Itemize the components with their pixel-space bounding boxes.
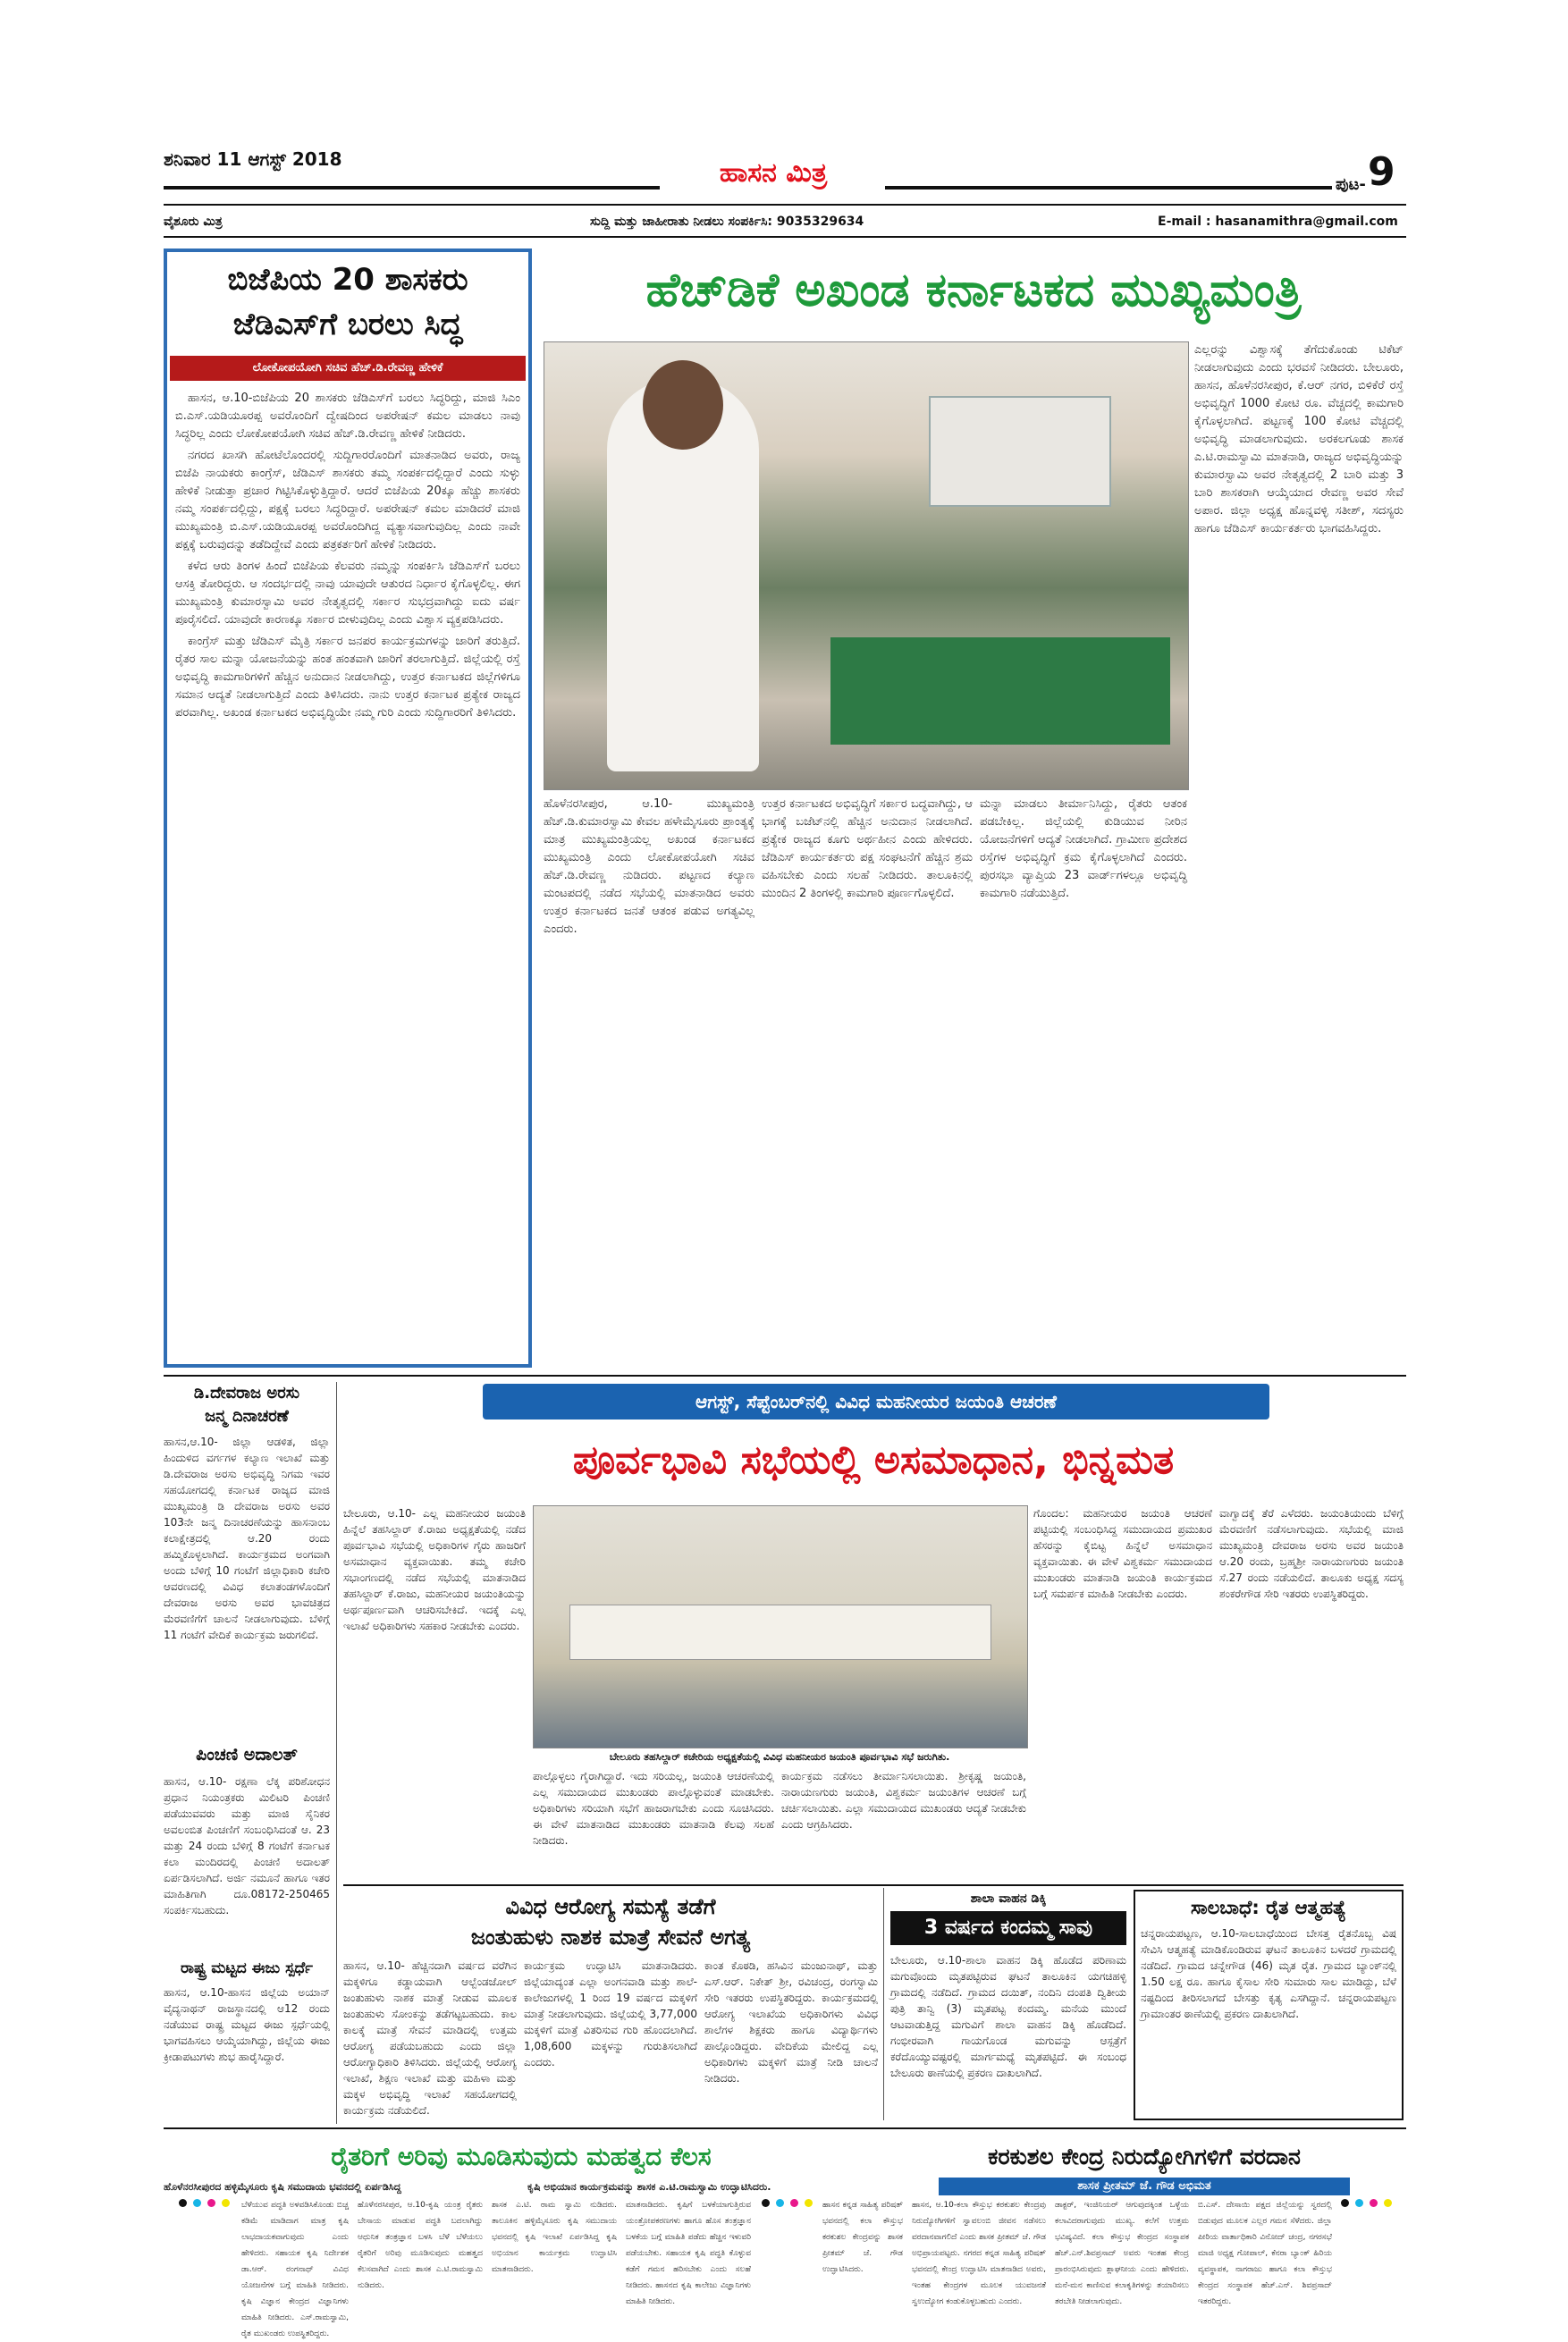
- accident-kicker: ಶಾಲಾ ವಾಹನ ಡಿಕ್ಕಿ: [970, 1891, 1047, 1906]
- pension-headline: ಪಿಂಚಣಿ ಅದಾಲತ್: [196, 1745, 298, 1765]
- registration-dot-black-left: [179, 2199, 187, 2207]
- bjp-paragraph-2: ನಗರದ ಖಾಸಗಿ ಹೋಟೆಲೊಂದರಲ್ಲಿ ಸುದ್ದಿಗಾರರೊಂದಿಗೆ ಮಾತನಾಡಿದ ಅವರು, ರಾಜ್ಯ ಬಿಜೆಪಿ ನಾಯಕರು ಕಾಂಗ್ರೆಸ್, ಜೆಡಿಎಸ್ ಶಾಸಕರು ತಮ್ಮ ಸಂಪರ್ಕದಲ್ಲಿದ್ದಾರೆ ಎಂದು ಸುಳ್ಳು ಹೇಳಿಕೆ ನೀಡುತ್ತಾ ಪ್ರಚಾರ ಗಿಟ್ಟಿಸಿಕೊಳ್ಳುತ್ತಿದ್ದಾರೆ. ಆದರೆ ಬಿಜೆಪಿಯ 20ಕ್ಕೂ ಹೆಚ್ಚು ಶಾಸಕರು ನಮ್ಮ ಸಂಪರ್ಕದಲ್ಲಿದ್ದು, ಪಕ್ಷಕ್ಕೆ ಬರಲು ಸಿದ್ಧರಿದ್ದಾರೆ. ಅಪರೇಷನ್ ಕಮಲ ಮಾಡಿದರೆ ಮಾಜಿ ಮುಖ್ಯಮಂತ್ರಿ ಬಿ.ಎಸ್.ಯಡಿಯೂರಪ್ಪ ಅವರೊಂದಿಗಿದ್ದ ವ್ಯತ್ಯಾಸವಾಗುವುದಿಲ್ಲ ಎಂದು ನಾವೇ ಪಕ್ಷಕ್ಕೆ ಬರುವುದನ್ನು ತಡೆದಿದ್ದೇವೆ ಎಂದು ಪತ್ರಕರ್ತರಿಗೆ ಹೇಳಿಕೆ ನೀಡಿದರು.: [175, 449, 520, 552]
- jayanti-banner: ಆಗಸ್ಟ್, ಸೆಪ್ಟೆಂಬರ್‌ನಲ್ಲಿ ವಿವಿಧ ಮಹನೀಯರ ಜಯಂತಿ ಆಚರಣೆ: [483, 1384, 1269, 1420]
- registration-dot-black-center: [762, 2199, 770, 2207]
- skill-column-a: ಹಾಸನ, ಆ.10-ಕಲಾ ಕೌಸ್ತುಭ ಕರಕುಶಲ ಕೇಂದ್ರವು ನಿರುದ್ಯೋಗಿಗಳಿಗೆ ಸ್ವಾವಲಂಬಿ ಜೀವನ ನಡೆಸಲು ವರದಾನವಾಗಲಿದೆ ಎಂದು ಶಾಸಕ ಪ್ರೀತಮ್ ಜೆ. ಗೌಡ ಅಭಿಪ್ರಾಯಪಟ್ಟರು. ನಗರದ ಕನ್ನಡ ಸಾಹಿತ್ಯ ಪರಿಷತ್ ಭವನದಲ್ಲಿ ಕೇಂದ್ರ ಉದ್ಘಾಟಿಸಿ ಮಾತನಾಡಿದ ಅವರು, ಇಂತಹ ಕೇಂದ್ರಗಳ ಮೂಲಕ ಯುವಜನತೆ ಸ್ವಉದ್ಯೋಗ ಕಂಡುಕೊಳ್ಳಬಹುದು ಎಂದರು.: [912, 2201, 1046, 2306]
- skill-column-c: ಬಿ.ಎಸ್. ದೇಸಾಯಿ ಪಕ್ಷದ ಜಿಲ್ಲೆಯನ್ನು ಸ್ವರದಲ್ಲಿ ಬಿಡುವುದ ಮೂಲಕ ಎಲ್ಲರ ಗಮನ ಸೆಳೆದರು. ಜಿಲ್ಲಾ ಪೀಠಿಯ ವಾರ್ತಾಧಿಕಾರಿ ವಿನೋದ್ ಚಂದ್ರ, ನಗರಸಭೆ ಮಾಜಿ ಅಧ್ಯಕ್ಷ ಗೋಪಾಲ್, ಕೆನರಾ ಬ್ಯಾಂಕ್ ಹಿರಿಯ ವ್ಯವಸ್ಥಾಪಕ, ನಾಗರಾಜು ಹಾಗೂ ಕಲಾ ಕೌಸ್ತುಭ ಕೇಂದ್ರದ ಸಂಸ್ಥಾಪಕ ಹೆಚ್.ಎನ್. ಶಿವಪ್ರಸಾದ್ ಇತರರಿದ್ದರು.: [1198, 2201, 1332, 2306]
- health-headline-line1: ವಿವಿಧ ಆರೋಗ್ಯ ಸಮಸ್ಯೆ ತಡೆಗೆ: [505, 1894, 716, 1919]
- accident-headline: 3 ವರ್ಷದ ಕಂದಮ್ಮ ಸಾವು: [890, 1911, 1126, 1945]
- devaraj-headline-line2: ಜನ್ಮ ದಿನಾಚರಣೆ: [205, 1407, 289, 1426]
- issue-date: ಶನಿವಾರ 11 ಆಗಸ್ಟ್ 2018: [164, 148, 342, 170]
- farmers-column-a: ಬೆಳೆಯುವ ಪದ್ಧತಿ ಅಳವಡಿಸಿಕೊಂಡು ಬಿಚ್ಚ ಕಡಿಮೆ ಮಾಡಿದಾಗ ಮಾತ್ರ ಕೃಷಿ ಲಾಭದಾಯಕವಾಗುವುದು ಎಂದು ಹೇಳಿದರು. ಸಹಾಯಕ ಕೃಷಿ ನಿರ್ದೇಶಕ ಡಾ.ಆರ್. ರಂಗನಾಥ್ ವಿವಿಧ ಯೋಜನೆಗಳ ಬಗ್ಗೆ ಮಾಹಿತಿ ನೀಡಿದರು. ಕೃಷಿ ವಿಜ್ಞಾನ ಕೇಂದ್ರದ ವಿಜ್ಞಾನಿಗಳು ಮಾಹಿತಿ ನೀಡಿದರು. ಎಸ್.ರಾಮಸ್ವಾಮಿ, ರೈತ ಮುಖಂಡರು ಉಪಸ್ಥಿತರಿದ್ದರು.: [241, 2201, 349, 2338]
- jayanti-headline: ಪೂರ್ವಭಾವಿ ಸಭೆಯಲ್ಲಿ ಅಸಮಾಧಾನ, ಭಿನ್ನಮತ: [572, 1437, 1175, 1483]
- registration-dot-cyan-right: [1355, 2199, 1363, 2207]
- email-address: E-mail : hasanamithra@gmail.com: [1158, 215, 1398, 229]
- registration-dot-magenta-left: [207, 2199, 215, 2207]
- farmers-caption-1: ಹೊಳೆನರಸೀಪುರದ ಹಳ್ಳಿಮೈಸೂರು ಕೃಷಿ ಸಮುದಾಯ ಭವನದಲ್ಲಿ ಏರ್ಪಡಿಸಿದ್ದ: [164, 2181, 401, 2193]
- suicide-body: ಚನ್ನರಾಯಪಟ್ಟಣ, ಆ.10-ಸಾಲಬಾಧೆಯಿಂದ ಬೇಸತ್ತ ರೈತನೊಬ್ಬ ವಿಷ ಸೇವಿಸಿ ಆತ್ಮಹತ್ಯೆ ಮಾಡಿಕೊಂಡಿರುವ ಘಟನೆ ತಾಲೂಕಿನ ಬಳದರೆ ಗ್ರಾಮದಲ್ಲಿ ನಡೆದಿದೆ. ಗ್ರಾಮದ ಚನ್ನೇಗೌಡ (46) ಮೃತ ರೈತ. ಗ್ರಾಮದ ಬ್ಯಾಂಕ್‌ನಲ್ಲಿ 1.50 ಲಕ್ಷ ರೂ. ಹಾಗೂ ಕೈಸಾಲ ಸೇರಿ ಸುಮಾರು ಸಾಲ ಮಾಡಿದ್ದು, ಬೆಳೆ ನಷ್ಟದಿಂದ ತೀರಿಸಲಾಗದೆ ಬೇಸತ್ತು ಕೃತ್ಯ ಎಸಗಿದ್ದಾನೆ. ಚನ್ನರಾಯಪಟ್ಟಣ ಗ್ರಾಮಾಂತರ ಠಾಣೆಯಲ್ಲಿ ಪ್ರಕರಣ ದಾಖಲಾಗಿದೆ.: [1141, 1927, 1396, 2020]
- bjp-paragraph-3: ಕಳೆದ ಆರು ತಿಂಗಳ ಹಿಂದೆ ಬಿಜೆಪಿಯ ಕೆಲವರು ನಮ್ಮನ್ನು ಸಂಪರ್ಕಿಸಿ ಜೆಡಿಎಸ್‌ಗೆ ಬರಲು ಆಸಕ್ತಿ ತೋರಿದ್ದರು. ಆ ಸಂದರ್ಭದಲ್ಲಿ ನಾವು ಯಾವುದೇ ಆತುರದ ನಿರ್ಧಾರ ಕೈಗೊಳ್ಳಲಿಲ್ಲ. ಈಗ ಮುಖ್ಯಮಂತ್ರಿ ಕುಮಾರಸ್ವಾಮಿ ಅವರ ನೇತೃತ್ವದಲ್ಲಿ ಸರ್ಕಾರ ಸುಭದ್ರವಾಗಿದ್ದು ಐದು ವರ್ಷ ಪೂರೈಸಲಿದೆ. ಯಾವುದೇ ಕಾರಣಕ್ಕೂ ಸರ್ಕಾರ ಬೀಳುವುದಿಲ್ಲ ಎಂದು ವಿಶ್ವಾಸ ವ್ಯಕ್ತಪಡಿಸಿದರು.: [175, 560, 520, 627]
- health-column-b: ಕಾರ್ಯಕ್ರಮ ಉದ್ಘಾಟಿಸಿ ಮಾತನಾಡಿದರು. ಜಿಲ್ಲೆಯಾದ್ಯಂತ ಎಲ್ಲಾ ಅಂಗನವಾಡಿ ಮತ್ತು ಶಾಲೆ-ಕಾಲೇಜುಗಳಲ್ಲಿ 1 ರಿಂದ 19 ವರ್ಷದ ಮಕ್ಕಳಿಗೆ ಮಾತ್ರೆ ನೀಡಲಾಗುವುದು. ಜಿಲ್ಲೆಯಲ್ಲಿ 3,77,000 ಮಕ್ಕಳಿಗೆ ಮಾತ್ರೆ ವಿತರಿಸುವ ಗುರಿ ಹೊಂದಲಾಗಿದೆ. 1,08,600 ಮಕ್ಕಳನ್ನು ಗುರುತಿಸಲಾಗಿದೆ ಎಂದರು.: [524, 1959, 697, 2068]
- health-right-divider: [883, 1888, 884, 2120]
- swimming-headline: ರಾಷ್ಟ್ರ ಮಟ್ಟದ ಈಜು ಸ್ಪರ್ಧೆ: [181, 1959, 313, 1977]
- jayanti-column-b: ಪಾಲ್ಗೊಳ್ಳಲು ಗೈರಾಗಿದ್ದಾರೆ. ಇದು ಸರಿಯಲ್ಲ, ಜಯಂತಿ ಆಚರಣೆಯಲ್ಲಿ ಎಲ್ಲ ಸಮುದಾಯದ ಮುಖಂಡರು ಪಾಲ್ಗೊಳ್ಳುವಂತೆ ಮಾಡಬೇಕು. ಅಧಿಕಾರಿಗಳು ಸರಿಯಾಗಿ ಸಭೆಗೆ ಹಾಜರಾಗಬೇಕು ಎಂದು ಸೂಚಿಸಿದರು. ಈ ವೇಳೆ ಮಾತನಾಡಿದ ಮುಖಂಡರು ಮಾತನಾಡಿ ಕೆಲವು ಸಲಹೆ ನೀಡಿದರು.: [533, 1770, 774, 1847]
- page-number: 9: [1368, 149, 1395, 195]
- farmers-headline: ರೈತರಿಗೆ ಅರಿವು ಮೂಡಿಸುವುದು ಮಹತ್ವದ ಕೆಲಸ: [331, 2142, 712, 2171]
- registration-dot-magenta-right: [1370, 2199, 1378, 2207]
- accident-body: ಬೇಲೂರು, ಆ.10-ಶಾಲಾ ವಾಹನ ಡಿಕ್ಕಿ ಹೊಡೆದ ಪರಿಣಾಮ ಮಗುವೊಂದು ಮೃತಪಟ್ಟಿರುವ ಘಟನೆ ತಾಲೂಕಿನ ಯಗಚಿಹಳ್ಳಿ ಗ್ರಾಮದಲ್ಲಿ ನಡೆದಿದೆ. ಗ್ರಾಮದ ದಯಿತ್, ನಂದಿನಿ ದಂಪತಿ ದ್ವಿತೀಯ ಪುತ್ರಿ ತಾನ್ವಿ (3) ಮೃತಪಟ್ಟ ಕಂದಮ್ಮ. ಮನೆಯ ಮುಂದೆ ಆಟವಾಡುತ್ತಿದ್ದ ಮಗುವಿಗೆ ಶಾಲಾ ವಾಹನ ಡಿಕ್ಕಿ ಹೊಡೆದಿದೆ. ಗಂಭೀರವಾಗಿ ಗಾಯಗೊಂಡ ಮಗುವನ್ನು ಆಸ್ಪತ್ರೆಗೆ ಕರೆದೊಯ್ಯುವಷ್ಟರಲ್ಲಿ ಮಾರ್ಗಮಧ್ಯೆ ಮೃತಪಟ್ಟಿದೆ. ಈ ಸಂಬಂಧ ಬೇಲೂರು ಠಾಣೆಯಲ್ಲಿ ಪ್ರಕರಣ ದಾಖಲಾಗಿದೆ.: [890, 1954, 1126, 2079]
- bjp-kicker: ಲೋಕೋಪಯೋಗಿ ಸಚಿವ ಹೆಚ್.ಡಿ.ರೇವಣ್ಣ ಹೇಳಿಕೆ: [170, 356, 526, 381]
- left-column-divider: [336, 1382, 337, 2124]
- jayanti-meeting-photo: [533, 1505, 1028, 1748]
- section-divider-2: [343, 1884, 1404, 1886]
- hdk-headline: ಹೆಚ್‌ಡಿಕೆ ಅಖಂಡ ಕರ್ನಾಟಕದ ಮುಖ್ಯಮಂತ್ರಿ: [645, 264, 1302, 317]
- registration-dot-yellow-center: [805, 2199, 813, 2207]
- skill-kicker: ಶಾಸಕ ಪ್ರೀತಮ್ ಜೆ. ಗೌಡ ಅಭಿಮತ: [939, 2178, 1350, 2195]
- registration-dot-cyan-center: [776, 2199, 784, 2207]
- registration-dot-magenta-center: [790, 2199, 798, 2207]
- section-divider-1: [164, 1375, 1406, 1377]
- hdk-column-b: ಉತ್ತರ ಕರ್ನಾಟಕದ ಅಭಿವೃದ್ಧಿಗೆ ಸರ್ಕಾರ ಬದ್ಧವಾಗಿದ್ದು, ಆ ಭಾಗಕ್ಕೆ ಬಜೆಟ್‌ನಲ್ಲಿ ಹೆಚ್ಚಿನ ಅನುದಾನ ನೀಡಲಾಗಿದೆ. ಪ್ರತ್ಯೇಕ ರಾಜ್ಯದ ಕೂಗು ಅರ್ಥಹೀನ ಎಂದು ಹೇಳಿದರು. ಜೆಡಿಎಸ್ ಕಾರ್ಯಕರ್ತರು ಪಕ್ಷ ಸಂಘಟನೆಗೆ ಹೆಚ್ಚಿನ ಶ್ರಮ ವಹಿಸಬೇಕು ಎಂದು ಸಲಹೆ ನೀಡಿದರು. ತಾಲೂಕಿನಲ್ಲಿ ಮುಂದಿನ 2 ತಿಂಗಳಲ್ಲಿ ಕಾಮಗಾರಿ ಪೂರ್ಣಗೊಳ್ಳಲಿದೆ.: [762, 797, 973, 900]
- meeting-table: [569, 1605, 991, 1660]
- section-divider-3: [164, 2127, 1406, 2129]
- farmers-column-b: ಹೊಳೆನರಸೀಪುರ, ಆ.10-ಕೃಷಿ ಯಂತ್ರ ರೈತರು ಬೇಸಾಯ ಮಾಡುವ ಪದ್ಧತಿ ಬದಲಾಗಿದ್ದು ಆಧುನಿಕ ತಂತ್ರಜ್ಞಾನ ಬಳಸಿ ಬೆಳೆ ಬೆಳೆಯಲು ರೈತರಿಗೆ ಅರಿವು ಮೂಡಿಸುವುದು ಮಹತ್ವದ ಕೆಲಸವಾಗಿದೆ ಎಂದು ಶಾಸಕ ಎ.ಟಿ.ರಾಮಸ್ವಾಮಿ ನುಡಿದರು.: [358, 2201, 483, 2290]
- farmers-column-d: ಮಾತನಾಡಿದರು. ಕೃಷಿಗೆ ಬಳಕೆಯಾಗುತ್ತಿರುವ ಯಂತ್ರೋಪಕರಣಗಳು ಹಾಗೂ ಹೊಸ ತಂತ್ರಜ್ಞಾನ ಬಳಕೆಯ ಬಗ್ಗೆ ಮಾಹಿತಿ ಪಡೆದು ಹೆಚ್ಚಿನ ಇಳುವರಿ ಪಡೆಯಬೇಕು. ಸಹಾಯಕ ಕೃಷಿ ಪದ್ಧತಿ ಕೊಳ್ಳುವ ಕಡೆಗೆ ಗಮನ ಹರಿಸಬೇಕು ಎಂದು ಸಲಹೆ ನೀಡಿದರು. ಹಾಸನದ ಕೃಷಿ ಕಾಲೇಜು ವಿಜ್ಞಾನಿಗಳು ಮಾಹಿತಿ ನೀಡಿದರು.: [626, 2201, 751, 2306]
- hdk-rally-photo: [544, 341, 1189, 790]
- bjp-headline-line2: ಜೆಡಿಎಸ್‌ಗೆ ಬರಲು ಸಿದ್ಧ: [232, 307, 463, 342]
- masthead-rule-left: [164, 186, 660, 190]
- bjp-body: [175, 390, 520, 1359]
- stage-table: [830, 637, 1170, 745]
- page-label: ಪುಟ-: [1336, 175, 1366, 194]
- speaker-head: [643, 360, 723, 450]
- bjp-headline-line1: ಬಿಜೆಪಿಯ 20 ಶಾಸಕರು: [227, 262, 468, 298]
- health-headline-line2: ಜಂತುಹುಳು ನಾಶಕ ಮಾತ್ರೆ ಸೇವನೆ ಅಗತ್ಯ: [470, 1925, 751, 1950]
- skill-caption: ಹಾಸನ ಕನ್ನಡ ಸಾಹಿತ್ಯ ಪರಿಷತ್ ಭವನದಲ್ಲಿ ಕಲಾ ಕೌಸ್ತುಭ ಕರಕುಶಲ ಕೇಂದ್ರವನ್ನು ಶಾಸಕ ಪ್ರೀತಮ್ ಜೆ. ಗೌಡ ಉದ್ಘಾಟಿಸಿದರು.: [822, 2201, 903, 2274]
- pension-body: ಹಾಸನ, ಆ.10- ರಕ್ಷಣಾ ಲೆಕ್ಕ ಪರಿಶೋಧನ ಪ್ರಧಾನ ನಿಯಂತ್ರಕರು ಮಿಲಿಟರಿ ಪಿಂಚಣಿ ಪಡೆಯುವವರು ಮತ್ತು ಮಾಜಿ ಸೈನಿಕರ ಅವಲಂಬಿತ ಪಿಂಚಣಿಗೆ ಸಂಬಂಧಿಸಿದಂತೆ ಆ. 23 ಮತ್ತು 24 ರಂದು ಬೆಳಿಗ್ಗೆ 8 ಗಂಟೆಗೆ ಕರ್ನಾಟಕ ಕಲಾ ಮಂದಿರದಲ್ಲಿ ಪಿಂಚಣಿ ಅದಾಲತ್ ಏರ್ಪಡಿಸಲಾಗಿದೆ. ಅರ್ಜಿ ನಮೂನೆ ಹಾಗೂ ಇತರ ಮಾಹಿತಿಗಾಗಿ ದೂ.08172-250465 ಸಂಪರ್ಕಿಸಬಹುದು.: [164, 1775, 330, 1917]
- bjp-paragraph-1: ಹಾಸನ, ಆ.10-ಬಿಜೆಪಿಯ 20 ಶಾಸಕರು ಜೆಡಿಎಸ್‌ಗೆ ಬರಲು ಸಿದ್ಧರಿದ್ದು, ಮಾಜಿ ಸಿಎಂ ಬಿ.ಎಸ್.ಯಡಿಯೂರಪ್ಪ ಅವರೊಂದಿಗೆ ದ್ವೇಷದಿಂದ ಅಪರೇಷನ್ ಕಮಲ ಮಾಡಲು ನಾವು ಸಿದ್ಧರಿಲ್ಲ ಎಂದು ಲೋಕೋಪಯೋಗಿ ಸಚಿವ ಹೆಚ್.ಡಿ.ರೇವಣ್ಣ ಹೇಳಿಕೆ ನೀಡಿದರು.: [175, 392, 520, 441]
- masthead-rule-right: [885, 186, 1332, 190]
- hdk-column-c: ಮನ್ನಾ ಮಾಡಲು ತೀರ್ಮಾನಿಸಿದ್ದು, ರೈತರು ಆತಂಕ ಪಡಬೇಕಿಲ್ಲ. ಜಿಲ್ಲೆಯಲ್ಲಿ ಕುಡಿಯುವ ನೀರಿನ ಯೋಜನೆಗಳಿಗೆ ಆದ್ಯತೆ ನೀಡಲಾಗಿದೆ. ಗ್ರಾಮೀಣ ಪ್ರದೇಶದ ರಸ್ತೆಗಳ ಅಭಿವೃದ್ಧಿಗೆ ಕ್ರಮ ಕೈಗೊಳ್ಳಲಾಗಿದೆ ಎಂದರು. ಪುರಸಭಾ ವ್ಯಾಪ್ತಿಯ 23 ವಾರ್ಡ್‌ಗಳಲ್ಲೂ ಅಭಿವೃದ್ಧಿ ಕಾಮಗಾರಿ ನಡೆಯುತ್ತಿದೆ.: [980, 797, 1187, 900]
- masthead-thin-rule: [164, 204, 1406, 206]
- newspaper-title: ಹಾಸನ ಮಿತ್ರ: [719, 157, 828, 189]
- health-column-a: ಹಾಸನ, ಆ.10- ಹೆಚ್ಚಿನದಾಗಿ ವರ್ಷದ ವರೆಗಿನ ಮಕ್ಕಳಿಗೂ ಕಡ್ಡಾಯವಾಗಿ ಆಲ್ಬೆಂಡಜೋಲ್ ಜಂತುಹುಳು ನಾಶಕ ಮಾತ್ರೆ ನೀಡುವ ಮೂಲಕ ಜಂತುಹುಳು ಸೋಂಕನ್ನು ತಡೆಗಟ್ಟಬಹುದು. ಕಾಲ ಕಾಲಕ್ಕೆ ಮಾತ್ರೆ ಸೇವನೆ ಮಾಡಿದಲ್ಲಿ ಉತ್ತಮ ಆರೋಗ್ಯ ಪಡೆಯಬಹುದು ಎಂದು ಜಿಲ್ಲಾ ಆರೋಗ್ಯಾಧಿಕಾರಿ ತಿಳಿಸಿದರು. ಜಿಲ್ಲೆಯಲ್ಲಿ ಆರೋಗ್ಯ ಇಲಾಖೆ, ಶಿಕ್ಷಣ ಇಲಾಖೆ ಮತ್ತು ಮಹಿಳಾ ಮತ್ತು ಮಕ್ಕಳ ಅಭಿವೃದ್ಧಿ ಇಲಾಖೆ ಸಹಯೋಗದಲ್ಲಿ ಕಾರ್ಯಕ್ರಮ ನಡೆಯಲಿದೆ.: [343, 1959, 517, 2117]
- section-label: ವೈಶೂರು ಮಿತ್ರ: [164, 215, 223, 229]
- farmers-caption-2: ಕೃಷಿ ಅಭಿಯಾನ ಕಾರ್ಯಕ್ರಮವನ್ನು ಶಾಸಕ ಎ.ಟಿ.ರಾಮಸ್ವಾಮಿ ಉದ್ಘಾಟಿಸಿದರು.: [527, 2181, 771, 2193]
- swimming-body: ಹಾಸನ, ಆ.10-ಹಾಸನ ಜಿಲ್ಲೆಯ ಅಯಾನ್ ವೈದ್ಯನಾಥನ್ ರಾಜಸ್ಥಾನದಲ್ಲಿ ಆ12 ರಂದು ನಡೆಯುವ ರಾಷ್ಟ್ರ ಮಟ್ಟದ ಈಜು ಸ್ಪರ್ಧೆಯಲ್ಲಿ ಭಾಗವಹಿಸಲು ಆಯ್ಕೆಯಾಗಿದ್ದು, ಜಿಲ್ಲೆಯ ಈಜು ಕ್ರೀಡಾಪಟುಗಳು ಶುಭ ಹಾರೈಸಿದ್ದಾರೆ.: [164, 1986, 330, 2063]
- registration-dot-yellow-right: [1384, 2199, 1392, 2207]
- jayanti-column-a: ಬೇಲೂರು, ಆ.10- ಎಲ್ಲ ಮಹನೀಯರ ಜಯಂತಿ ಹಿನ್ನೆಲೆ ತಹಸಿಲ್ದಾರ್ ಕೆ.ರಾಜು ಅಧ್ಯಕ್ಷತೆಯಲ್ಲಿ ನಡೆದ ಪೂರ್ವಭಾವಿ ಸಭೆಯಲ್ಲಿ ಅಧಿಕಾರಿಗಳ ಗೈರು ಹಾಜರಿಗೆ ಅಸಮಾಧಾನ ವ್ಯಕ್ತವಾಯಿತು. ತಮ್ಮ ಕಚೇರಿ ಸಭಾಂಗಣದಲ್ಲಿ ನಡೆದ ಸಭೆಯಲ್ಲಿ ಮಾತನಾಡಿದ ತಹಸಿಲ್ದಾರ್ ಕೆ.ರಾಜು, ಮಹನೀಯರ ಜಯಂತಿಯನ್ನು ಅರ್ಥಪೂರ್ಣವಾಗಿ ಆಚರಿಸಬೇಕಿದೆ. ಇದಕ್ಕೆ ಎಲ್ಲ ಇಲಾಖೆ ಅಧಿಕಾರಿಗಳು ಸಹಕಾರ ನೀಡಬೇಕು ಎಂದರು.: [343, 1507, 526, 1632]
- registration-dot-yellow-left: [222, 2199, 230, 2207]
- registration-dot-black-right: [1341, 2199, 1349, 2207]
- devaraj-body: ಹಾಸನ,ಆ.10- ಜಿಲ್ಲಾ ಆಡಳಿತ, ಜಿಲ್ಲಾ ಹಿಂದುಳಿದ ವರ್ಗಗಳ ಕಲ್ಯಾಣ ಇಲಾಖೆ ಮತ್ತು ಡಿ.ದೇವರಾಜ ಅರಸು ಅಭಿವೃದ್ಧಿ ನಿಗಮ ಇವರ ಸಹಯೋಗದಲ್ಲಿ ಕರ್ನಾಟಕ ರಾಜ್ಯದ ಮಾಜಿ ಮುಖ್ಯಮಂತ್ರಿ ಡಿ ದೇವರಾಜ ಅರಸು ಅವರ 103ನೇ ಜನ್ಮ ದಿನಾಚರಣೆಯನ್ನು ಹಾಸನಾಂಬ ಕಲಾಕ್ಷೇತ್ರದಲ್ಲಿ ಆ.20 ರಂದು ಹಮ್ಮಿಕೊಳ್ಳಲಾಗಿದೆ. ಕಾರ್ಯಕ್ರಮದ ಅಂಗವಾಗಿ ಅಂದು ಬೆಳಿಗ್ಗೆ 10 ಗಂಟೆಗೆ ಜಿಲ್ಲಾಧಿಕಾರಿ ಕಚೇರಿ ಆವರಣದಲ್ಲಿ ವಿವಿಧ ಕಲಾತಂಡಗಳೊಂದಿಗೆ ದೇವರಾಜ ಅರಸು ಅವರ ಭಾವಚಿತ್ರದ ಮೆರವಣಿಗೆಗೆ ಚಾಲನೆ ನೀಡಲಾಗುವುದು. ಬೆಳಿಗ್ಗೆ 11 ಗಂಟೆಗೆ ವೇದಿಕೆ ಕಾರ್ಯಕ್ರಮ ಜರುಗಲಿದೆ.: [164, 1436, 330, 1641]
- bjp-paragraph-4: ಕಾಂಗ್ರೆಸ್ ಮತ್ತು ಜೆಡಿಎಸ್ ಮೈತ್ರಿ ಸರ್ಕಾರ ಜನಪರ ಕಾರ್ಯಕ್ರಮಗಳನ್ನು ಜಾರಿಗೆ ತರುತ್ತಿದೆ. ರೈತರ ಸಾಲ ಮನ್ನಾ ಯೋಜನೆಯನ್ನು ಹಂತ ಹಂತವಾಗಿ ಜಾರಿಗೆ ತರಲಾಗುತ್ತಿದೆ. ಜಿಲ್ಲೆಯಲ್ಲಿ ರಸ್ತೆ ಅಭಿವೃದ್ಧಿ ಕಾಮಗಾರಿಗಳಿಗೆ ಹೆಚ್ಚಿನ ಅನುದಾನ ನೀಡಲಾಗಿದ್ದು, ಉತ್ತರ ಕರ್ನಾಟಕದ ಜಿಲ್ಲೆಗಳಿಗೂ ಸಮಾನ ಆದ್ಯತೆ ನೀಡಲಾಗುತ್ತಿದೆ ಎಂದು ತಿಳಿಸಿದರು. ನಾನು ಉತ್ತರ ಕರ್ನಾಟಕ ಪ್ರತ್ಯೇಕ ರಾಜ್ಯದ ಪರವಾಗಿಲ್ಲ. ಅಖಂಡ ಕರ್ನಾಟಕದ ಅಭಿವೃದ್ಧಿಯೇ ನಮ್ಮ ಗುರಿ ಎಂದು ಸುದ್ದಿಗಾರರಿಗೆ ತಿಳಿಸಿದರು.: [175, 635, 520, 720]
- skill-column-b: ಡಾಕ್ಟರ್, ಇಂಜಿನಿಯರ್ ಆಗುವುದಕ್ಕಿಂತ ಒಳ್ಳೆಯ ಕಲಾವಿದರಾಗುವುದು ಮುಖ್ಯ. ಕಲೆಗೆ ಉತ್ತಮ ಭವಿಷ್ಯವಿದೆ. ಕಲಾ ಕೌಸ್ತುಭ ಕೇಂದ್ರದ ಸಂಸ್ಥಾಪಕ ಹೆಚ್.ಎನ್.ಶಿವಪ್ರಸಾದ್ ಅವರು ಇಂತಹ ಕೇಂದ್ರ ಪ್ರಾರಂಭಿಸಿರುವುದು ಶ್ಲಾಘನೀಯ ಎಂದು ಹೇಳಿದರು. ಮನೆ-ಮನ ಕಾಣಿಸುವ ಕಲಾಕೃತಿಗಳನ್ನು ತಯಾರಿಸಲು ತರಬೇತಿ ನೀಡಲಾಗುವುದು.: [1055, 2201, 1189, 2306]
- suicide-headline: ಸಾಲಬಾಧೆ: ರೈತ ಆತ್ಮಹತ್ಯೆ: [1191, 1897, 1346, 1918]
- health-column-c: ಕಾಂತ ಕೊಠಡಿ, ಹಸಿವಿನ ಮಂಜುನಾಥ್, ಮತ್ತು ಎಸ್.ಆರ್. ನಿಕೇತ್ ಶ್ರೀ, ರವಿಚಂದ್ರ, ರಂಗಸ್ವಾಮಿ ಸೇರಿ ಇತರರು ಉಪಸ್ಥಿತರಿದ್ದರು. ಕಾರ್ಯಕ್ರಮದಲ್ಲಿ ಆರೋಗ್ಯ ಇಲಾಖೆಯ ಅಧಿಕಾರಿಗಳು ವಿವಿಧ ಶಾಲೆಗಳ ಶಿಕ್ಷಕರು ಹಾಗೂ ವಿದ್ಯಾರ್ಥಿಗಳು ಪಾಲ್ಗೊಂಡಿದ್ದರು. ವೇದಿಕೆಯ ಮೇಲಿದ್ದ ಎಲ್ಲ ಅಧಿಕಾರಿಗಳು ಮಕ್ಕಳಿಗೆ ಮಾತ್ರೆ ನೀಡಿ ಚಾಲನೆ ನೀಡಿದರು.: [704, 1959, 878, 2085]
- jayanti-column-d: ಗೊಂದಲ: ಮಹನೀಯರ ಜಯಂತಿ ಆಚರಣೆ ಪಟ್ಟಿಯಲ್ಲಿ ಸಂಬಂಧಿಸಿದ್ದ ಸಮುದಾಯದ ಪ್ರಮುಖರ ಹೆಸರನ್ನು ಕೈಬಿಟ್ಟ ಹಿನ್ನೆಲೆ ಅಸಮಾಧಾನ ವ್ಯಕ್ತವಾಯಿತು. ಈ ವೇಳೆ ವಿಶ್ವಕರ್ಮ ಸಮುದಾಯದ ಮುಖಂಡರು ಮಾತನಾಡಿ ಜಯಂತಿ ಕಾರ್ಯಕ್ರಮದ ಬಗ್ಗೆ ಸಮರ್ಪಕ ಮಾಹಿತಿ ನೀಡಬೇಕು ಎಂದರು.: [1033, 1507, 1212, 1600]
- hdk-column-d: ಎಲ್ಲರನ್ನು ವಿಶ್ವಾಸಕ್ಕೆ ತೆಗೆದುಕೊಂಡು ಟಿಕೆಟ್ ನೀಡಲಾಗುವುದು ಎಂದು ಭರವಸೆ ನೀಡಿದರು. ಬೇಲೂರು, ಹಾಸನ, ಹೊಳೆನರಸೀಪುರ, ಕೆ.ಆರ್ ನಗರ, ಬಿಳಿಕೆರೆ ರಸ್ತೆ ಅಭಿವೃದ್ಧಿಗೆ 1000 ಕೋಟಿ ರೂ. ವೆಚ್ಚದಲ್ಲಿ ಕಾಮಗಾರಿ ಕೈಗೊಳ್ಳಲಾಗಿದೆ. ಪಟ್ಟಣಕ್ಕೆ 100 ಕೋಟಿ ವೆಚ್ಚದಲ್ಲಿ ಅಭಿವೃದ್ಧಿ ಮಾಡಲಾಗುವುದು. ಅರಕಲಗೂಡು ಶಾಸಕ ಎ.ಟಿ.ರಾಮಸ್ವಾಮಿ ಮಾತನಾಡಿ, ರಾಜ್ಯದ ಅಭಿವೃದ್ಧಿಯನ್ನು ಕುಮಾರಸ್ವಾಮಿ ಅವರ ನೇತೃತ್ವದಲ್ಲಿ 2 ಬಾರಿ ಮತ್ತು 3 ಬಾರಿ ಶಾಸಕರಾಗಿ ಆಯ್ಕೆಯಾದ ರೇವಣ್ಣ ಅವರ ಸೇವೆ ಅಪಾರ. ಜಿಲ್ಲಾ ಅಧ್ಯಕ್ಷ ಹೊನ್ನವಳ್ಳಿ ಸತೀಶ್, ಸದಸ್ಯರು ಹಾಗೂ ಜೆಡಿಎಸ್ ಕಾರ್ಯಕರ್ತರು ಭಾಗವಹಿಸಿದ್ದರು.: [1194, 343, 1404, 535]
- jayanti-column-c: ಕಾರ್ಯಕ್ರಮ ನಡೆಸಲು ತೀರ್ಮಾನಿಸಲಾಯಿತು. ಶ್ರೀಕೃಷ್ಣ ಜಯಂತಿ, ನಾರಾಯಣಗುರು ಜಯಂತಿ, ವಿಶ್ವಕರ್ಮ ಜಯಂತಿಗಳ ಆಚರಣೆ ಬಗ್ಗೆ ಚರ್ಚಿಸಲಾಯಿತು. ಎಲ್ಲಾ ಸಮುದಾಯದ ಮುಖಂಡರು ಆದ್ಯತೆ ನೀಡಬೇಕು ಎಂದು ಆಗ್ರಹಿಸಿದರು.: [781, 1770, 1026, 1831]
- farmers-column-c: ಶಾಸಕ ಎ.ಟಿ. ರಾಮ ಸ್ವಾಮಿ ನುಡಿದರು. ತಾಲೂಕಿನ ಹಳ್ಳಿಮೈಸೂರು ಕೃಷಿ ಸಮುದಾಯ ಭವನದಲ್ಲಿ ಕೃಷಿ ಇಲಾಖೆ ಏರ್ಪಡಿಸಿದ್ದ ಕೃಷಿ ಅಭಿಯಾನ ಕಾರ್ಯಕ್ರಮ ಉದ್ಘಾಟಿಸಿ ಮಾತನಾಡಿದರು.: [492, 2201, 617, 2274]
- jayanti-photo-caption: ಬೇಲೂರು ತಹಸಿಲ್ದಾರ್ ಕಚೇರಿಯ ಅಧ್ಯಕ್ಷತೆಯಲ್ಲಿ ವಿವಿಧ ಮಹನೀಯರ ಜಯಂತಿ ಪೂರ್ವಭಾವಿ ಸಭೆ ಜರುಗಿತು.: [609, 1751, 950, 1763]
- masthead-bottom-rule: [164, 236, 1406, 238]
- stage-banner: [929, 396, 1111, 507]
- contact-line: ಸುದ್ದಿ ಮತ್ತು ಜಾಹೀರಾತು ನೀಡಲು ಸಂಪರ್ಕಿಸಿ: 9035329634: [590, 215, 864, 229]
- jayanti-column-e: ವಾಗ್ವಾದಕ್ಕೆ ತೆರೆ ಎಳೆದರು. ಜಯಂತಿಯಂದು ಬೆಳಿಗ್ಗೆ ಮೆರವಣಿಗೆ ನಡೆಸಲಾಗುವುದು. ಸಭೆಯಲ್ಲಿ ಮಾಜಿ ಮುಖ್ಯಮಂತ್ರಿ ದೇವರಾಜ ಅರಸು ಅವರ ಜಯಂತಿ ಆ.20 ರಂದು, ಬ್ರಹ್ಮಶ್ರೀ ನಾರಾಯಣಗುರು ಜಯಂತಿ ಸೆ.27 ರಂದು ನಡೆಯಲಿದೆ. ತಾಲೂಕು ಅಧ್ಯಕ್ಷ ಸದಸ್ಯ ಶಂಕರೇಗೌಡ ಸೇರಿ ಇತರರು ಉಪಸ್ಥಿತರಿದ್ದರು.: [1219, 1507, 1404, 1600]
- devaraj-headline-line1: ಡಿ.ದೇವರಾಜ ಅರಸು: [193, 1384, 300, 1403]
- hdk-column-a: ಹೊಳೆನರಸೀಪುರ, ಆ.10- ಮುಖ್ಯಮಂತ್ರಿ ಹೆಚ್.ಡಿ.ಕುಮಾರಸ್ವಾಮಿ ಕೇವಲ ಹಳೇಮೈಸೂರು ಪ್ರಾಂತ್ಯಕ್ಕೆ ಮಾತ್ರ ಮುಖ್ಯಮಂತ್ರಿಯಲ್ಲ ಅಖಂಡ ಕರ್ನಾಟಕದ ಮುಖ್ಯಮಂತ್ರಿ ಎಂದು ಲೋಕೋಪಯೋಗಿ ಸಚಿವ ಹೆಚ್.ಡಿ.ರೇವಣ್ಣ ನುಡಿದರು. ಪಟ್ಟಣದ ಕಲ್ಯಾಣ ಮಂಟಪದಲ್ಲಿ ನಡೆದ ಸಭೆಯಲ್ಲಿ ಮಾತನಾಡಿದ ಅವರು ಉತ್ತರ ಕರ್ನಾಟಕದ ಜನತೆ ಆತಂಕ ಪಡುವ ಅಗತ್ಯವಿಲ್ಲ ಎಂದರು.: [544, 797, 754, 936]
- registration-dot-cyan-left: [193, 2199, 201, 2207]
- skill-headline: ಕರಕುಶಲ ಕೇಂದ್ರ ನಿರುದ್ಯೋಗಿಗಳಿಗೆ ವರದಾನ: [988, 2144, 1301, 2169]
